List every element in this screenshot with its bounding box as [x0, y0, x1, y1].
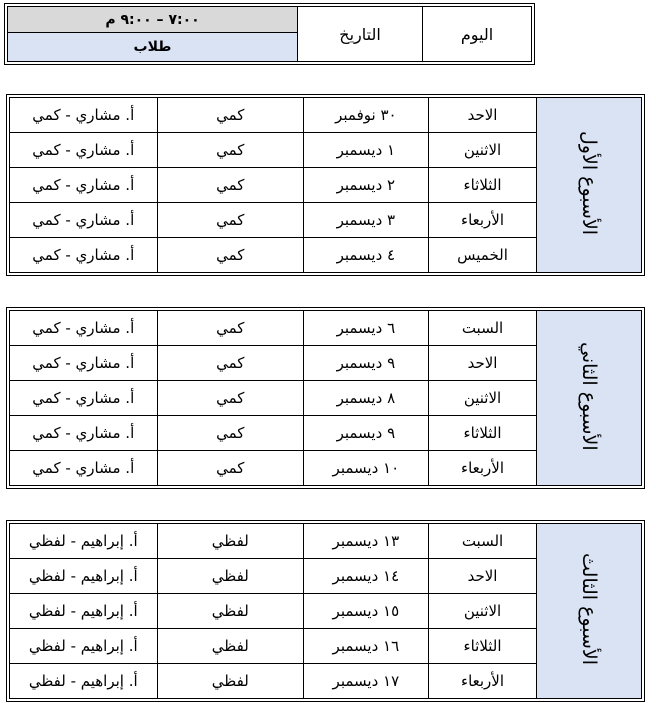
subject-cell: كمي: [157, 238, 303, 273]
date-cell: ١٣ ديسمبر: [304, 524, 429, 559]
day-cell: السبت: [428, 524, 537, 559]
table-row: [10, 98, 642, 133]
subject-cell: كمي: [157, 98, 303, 133]
teacher-cell: أ. إبراهيم - لفظي: [10, 594, 158, 629]
date-cell: ٩ ديسمبر: [304, 346, 429, 381]
week-label: الأسبوع الثالث: [578, 553, 601, 665]
day-cell: الثلاثاء: [428, 416, 537, 451]
day-cell: الاحد: [428, 559, 537, 594]
audience-label: طلاب: [8, 33, 298, 62]
subject-cell: لفظي: [157, 664, 304, 699]
teacher-cell: أ. مشاري - كمي: [10, 133, 158, 168]
teacher-cell: أ. إبراهيم - لفظي: [10, 664, 158, 699]
teacher-cell: أ. مشاري - كمي: [10, 346, 158, 381]
date-cell: ١٦ ديسمبر: [304, 629, 429, 664]
date-cell: ١٤ ديسمبر: [304, 559, 429, 594]
teacher-cell: أ. إبراهيم - لفظي: [10, 559, 158, 594]
day-cell: الثلاثاء: [428, 168, 537, 203]
week-1-table: [9, 97, 642, 273]
date-cell: ١ ديسمبر: [304, 133, 429, 168]
teacher-cell: أ. مشاري - كمي: [10, 451, 158, 486]
subject-cell: لفظي: [157, 594, 304, 629]
teacher-cell: أ. مشاري - كمي: [10, 416, 158, 451]
subject-cell: كمي: [157, 168, 303, 203]
day-cell: الاثنين: [428, 594, 537, 629]
week-label-cell: [537, 524, 642, 699]
table-row: [10, 311, 642, 346]
subject-cell: لفظي: [157, 629, 304, 664]
week-3-table: [9, 523, 642, 699]
teacher-cell: أ. مشاري - كمي: [10, 381, 158, 416]
date-cell: ٨ ديسمبر: [304, 381, 429, 416]
table-row: [10, 524, 642, 559]
subject-cell: كمي: [157, 416, 303, 451]
date-cell: ١٧ ديسمبر: [304, 664, 429, 699]
teacher-cell: أ. مشاري - كمي: [10, 168, 158, 203]
teacher-cell: أ. إبراهيم - لفظي: [10, 524, 158, 559]
subject-cell: كمي: [157, 203, 303, 238]
date-cell: ٤ ديسمبر: [304, 238, 429, 273]
teacher-cell: أ. مشاري - كمي: [10, 238, 158, 273]
subject-cell: كمي: [157, 451, 303, 486]
day-cell: الثلاثاء: [428, 629, 537, 664]
day-cell: السبت: [428, 311, 537, 346]
subject-cell: لفظي: [157, 559, 304, 594]
day-cell: الاثنين: [428, 133, 537, 168]
date-column-header: التاريخ: [298, 7, 423, 62]
day-cell: الخميس: [428, 238, 537, 273]
day-cell: الأربعاء: [428, 203, 537, 238]
date-cell: ٢ ديسمبر: [304, 168, 429, 203]
date-cell: ٣٠ نوفمبر: [304, 98, 429, 133]
date-cell: ١٥ ديسمبر: [304, 594, 429, 629]
week-2-table: [9, 310, 642, 486]
date-cell: ٦ ديسمبر: [304, 311, 429, 346]
subject-cell: كمي: [157, 381, 303, 416]
day-cell: الاثنين: [428, 381, 537, 416]
date-cell: ١٠ ديسمبر: [304, 451, 429, 486]
teacher-cell: أ. مشاري - كمي: [10, 98, 158, 133]
day-cell: الاحد: [428, 98, 537, 133]
week-label: الأسبوع الأول: [578, 130, 601, 236]
teacher-cell: أ. إبراهيم - لفظي: [10, 629, 158, 664]
schedule-header-table: [7, 6, 532, 62]
day-cell: الاحد: [428, 346, 537, 381]
week-label-cell: [537, 311, 642, 486]
week-label-cell: [537, 98, 642, 273]
day-cell: الأربعاء: [428, 451, 537, 486]
teacher-cell: أ. مشاري - كمي: [10, 311, 158, 346]
day-cell: الأربعاء: [428, 664, 537, 699]
day-column-header: اليوم: [423, 7, 532, 62]
subject-cell: كمي: [157, 311, 303, 346]
subject-cell: لفظي: [157, 524, 304, 559]
session-time: ٧:٠٠ – ٩:٠٠ م: [8, 7, 298, 33]
teacher-cell: أ. مشاري - كمي: [10, 203, 158, 238]
subject-cell: كمي: [157, 133, 303, 168]
date-cell: ٣ ديسمبر: [304, 203, 429, 238]
subject-cell: كمي: [157, 346, 303, 381]
week-label: الأسبوع الثاني: [578, 341, 601, 451]
date-cell: ٩ ديسمبر: [304, 416, 429, 451]
